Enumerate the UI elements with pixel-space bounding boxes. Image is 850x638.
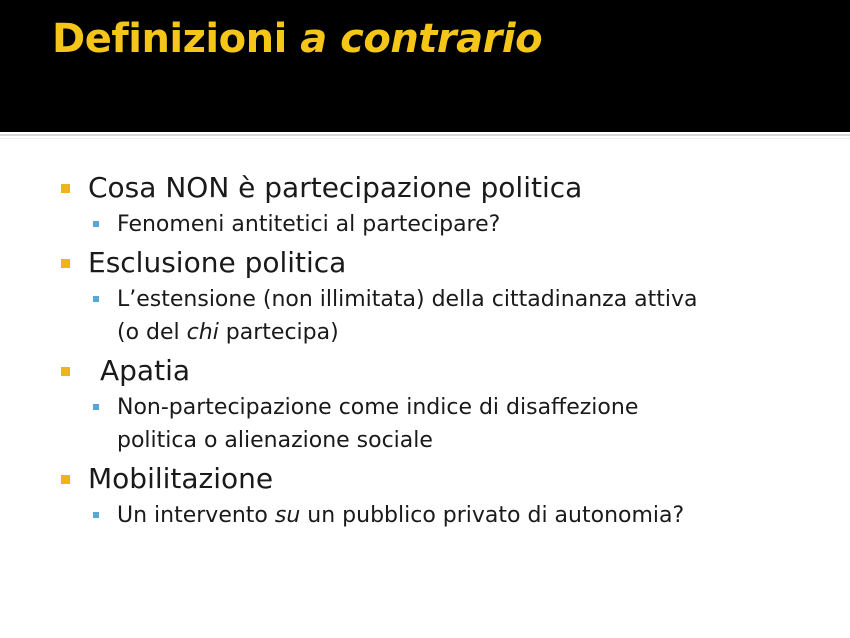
slide-title — [52, 16, 542, 62]
bullet-text: Mobilitazione — [88, 462, 274, 495]
title-band — [0, 0, 850, 132]
square-bullet-icon — [61, 367, 70, 376]
bullet-list — [0, 168, 850, 532]
emphasis-text: chi — [186, 320, 219, 345]
title-divider — [0, 134, 850, 136]
sub-bullet-item — [0, 208, 807, 241]
slide-title-italic: a contrario — [300, 16, 543, 62]
bullet-item-esclusione — [0, 243, 850, 283]
square-bullet-icon — [61, 184, 70, 193]
square-bullet-icon — [61, 475, 70, 484]
square-bullet-icon — [93, 296, 99, 302]
slide-title-main: Definizioni — [52, 16, 301, 62]
bullet-text: Apatia — [100, 354, 191, 387]
bullet-text: Esclusione politica — [88, 246, 347, 279]
bullet-item-partecipazione — [0, 168, 850, 208]
bullet-text: Cosa NON è partecipazione politica — [88, 171, 583, 204]
square-bullet-icon — [93, 512, 99, 518]
square-bullet-icon — [61, 259, 70, 268]
sub-bullet-line-2: (o del chi partecipa) — [117, 320, 339, 345]
square-bullet-icon — [93, 404, 99, 410]
bullet-item-mobilitazione — [0, 459, 850, 499]
sub-bullet-item: Un intervento su un pubblico privato di autonomia? — [0, 499, 807, 532]
sub-bullet-line-1: L’estensione (non illimitata) della cittadinanza attiva — [117, 287, 698, 312]
sub-bullet-text: Fenomeni antitetici al partecipare? — [117, 212, 501, 237]
sub-bullet-item — [0, 391, 807, 457]
title-divider-thin — [0, 138, 850, 139]
sub-bullet-line-2: politica o alienazione sociale — [117, 428, 433, 453]
bullet-item-apatia — [0, 351, 850, 391]
sub-bullet-item — [0, 283, 807, 349]
emphasis-text: su — [274, 503, 301, 528]
square-bullet-icon — [93, 221, 99, 227]
sub-bullet-line-1: Non-partecipazione come indice di disaffezione — [117, 395, 639, 420]
